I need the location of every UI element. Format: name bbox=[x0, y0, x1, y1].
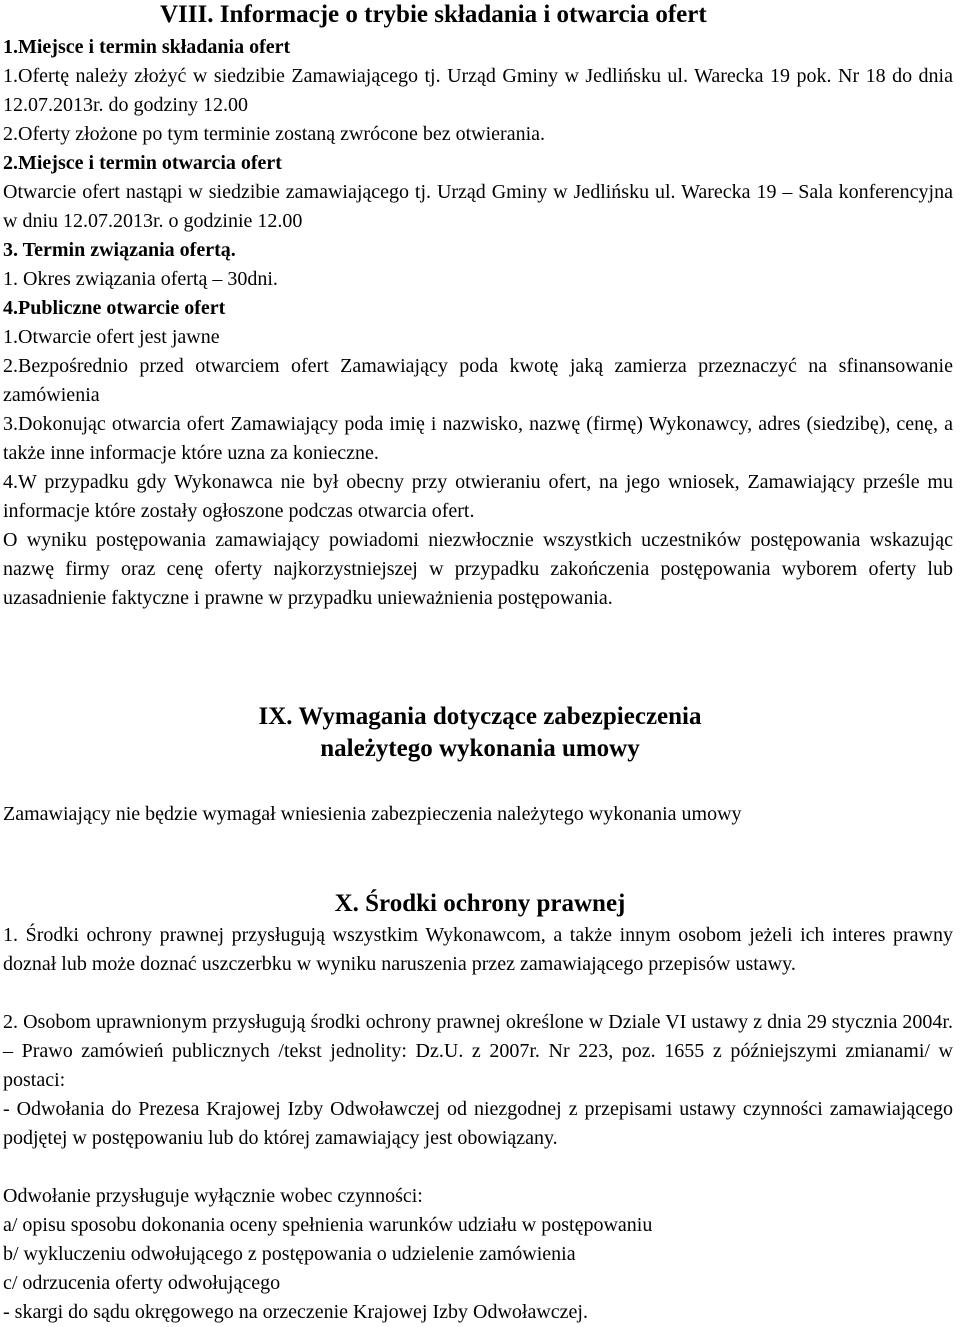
section-9-title-line-2: należytego wykonania umowy bbox=[320, 735, 640, 762]
section-10-paragraph-2: 2. Osobom uprawnionym przysługują środki ochrony prawnej określone w Dziale VI ustawy z dnia 29 stycznia 2004r. – Prawo zamówień publicznych /tekst jednolity: Dz.U. z 2007r. Nr 223, poz. 1655 z późniejszymi zmianami/ w postaci: bbox=[3, 1011, 953, 1091]
section-9-title-line-1: IX. Wymagania dotyczące zabezpieczenia bbox=[258, 703, 702, 730]
section-8-subheading-1: 1.Miejsce i termin składania ofert bbox=[3, 36, 291, 58]
section-8-subheading-4: 4.Publiczne otwarcie ofert bbox=[3, 297, 226, 319]
section-10-paragraph-4: Odwołanie przysługuje wyłącznie wobec czynności: bbox=[3, 1185, 423, 1207]
section-8-paragraph-1: 1.Ofertę należy złożyć w siedzibie Zamawiającego tj. Urząd Gminy w Jedlińsku ul. Warecka 19 pok. Nr 18 do dnia 12.07.2013r. do godziny 12.00 bbox=[3, 65, 953, 116]
section-10-list-item-a: a/ opisu sposobu dokonania oceny spełnienia warunków udziału w postępowaniu bbox=[3, 1214, 653, 1236]
section-10-list-item-b: b/ wykluczeniu odwołującego z postępowania o udzielenie zamówienia bbox=[3, 1243, 576, 1265]
section-8-paragraph-4: 1. Okres związania ofertą – 30dni. bbox=[3, 268, 278, 290]
section-10-title: X. Środki ochrony prawnej bbox=[334, 890, 626, 917]
section-8-paragraph-3: Otwarcie ofert nastąpi w siedzibie zamawiającego tj. Urząd Gminy w Jedlińsku ul. Warecka 19 – Sala konferencyjna w dniu 12.07.2013r. o godzinie 12.00 bbox=[3, 181, 953, 232]
section-9-paragraph-1: Zamawiający nie będzie wymagał wniesienia zabezpieczenia należytego wykonania umowy bbox=[3, 803, 742, 825]
section-8-subheading-2: 2.Miejsce i termin otwarcia ofert bbox=[3, 152, 282, 174]
section-10-list-item-complaint: - skargi do sądu okręgowego na orzeczenie Krajowej Izby Odwoławczej. bbox=[3, 1301, 588, 1323]
section-8-paragraph-8: 4.W przypadku gdy Wykonawca nie był obecny przy otwieraniu ofert, na jego wniosek, Zamawiający prześle mu informacje które zostały ogłoszone podczas otwarcia ofert. bbox=[3, 471, 953, 522]
section-10-paragraph-1: 1. Środki ochrony prawnej przysługują wszystkim Wykonawcom, a także innym osobom jeżeli ich interes prawny doznał lub może doznać uszczerbku w wyniku naruszenia przez zamawiającego przepisów ustawy. bbox=[3, 924, 953, 975]
section-8-title: VIII. Informacje o trybie składania i otwarcia ofert bbox=[160, 1, 707, 28]
section-10-paragraph-3: - Odwołania do Prezesa Krajowej Izby Odwoławczej od niezgodnej z przepisami ustawy czynności zamawiającego podjętej w postępowaniu lub do której zamawiający jest obowiązany. bbox=[3, 1098, 953, 1149]
section-8-subheading-3: 3. Termin związania ofertą. bbox=[3, 239, 236, 261]
section-8-paragraph-6: 2.Bezpośrednio przed otwarciem ofert Zamawiający poda kwotę jaką zamierza przeznaczyć na sfinansowanie zamówienia bbox=[3, 355, 953, 406]
section-8-paragraph-2: 2.Oferty złożone po tym terminie zostaną zwrócone bez otwierania. bbox=[3, 123, 546, 145]
section-10-list-item-c: c/ odrzucenia oferty odwołującego bbox=[3, 1272, 281, 1294]
section-8-paragraph-5: 1.Otwarcie ofert jest jawne bbox=[3, 326, 220, 348]
section-8-paragraph-9: O wyniku postępowania zamawiający powiadomi niezwłocznie wszystkich uczestników postępowania wskazując nazwę firmy oraz cenę oferty najkorzystniejszej w przypadku zakończenia postępowania wyborem oferty lub uzasadnienie faktyczne i prawne w przypadku unieważnienia postępowania. bbox=[3, 529, 953, 609]
section-8-paragraph-7: 3.Dokonując otwarcia ofert Zamawiający poda imię i nazwisko, nazwę (firmę) Wykonawcy, adres (siedzibę), cenę, a także inne informacje które uzna za konieczne. bbox=[3, 413, 953, 464]
